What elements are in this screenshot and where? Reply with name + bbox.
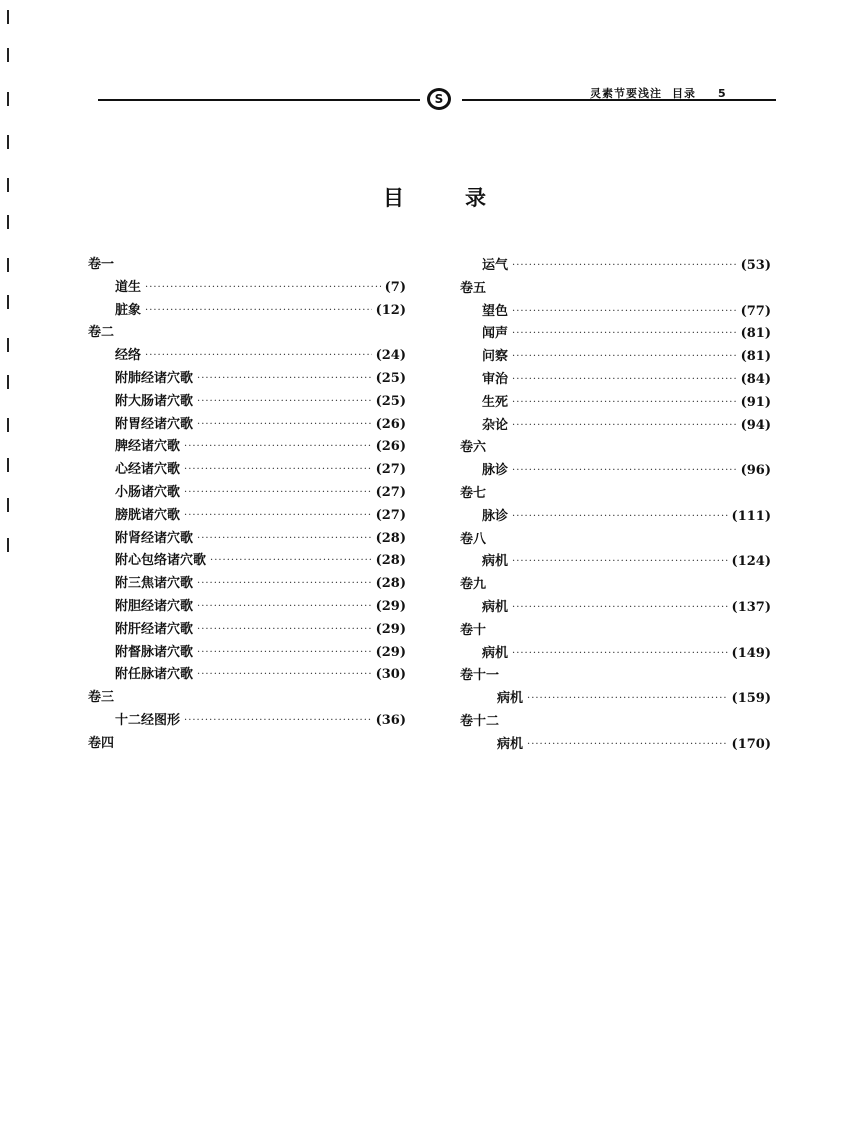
scan-mark bbox=[7, 538, 9, 552]
toc-entry-page: (81) bbox=[740, 349, 771, 365]
leader-dots bbox=[197, 528, 372, 551]
emblem-icon: S bbox=[427, 88, 451, 110]
toc-volume-heading: 卷六 bbox=[460, 440, 487, 456]
toc-entry-page: (7) bbox=[384, 279, 406, 295]
toc-entry-title: 病机 bbox=[482, 599, 509, 615]
leader-dots bbox=[145, 345, 372, 368]
leader-dots bbox=[512, 301, 737, 324]
toc-entry-page: (29) bbox=[375, 621, 406, 637]
toc-entry-page: (94) bbox=[740, 417, 771, 433]
toc-entry bbox=[460, 506, 771, 529]
toc-volume-heading: 卷三 bbox=[88, 690, 115, 706]
toc-entry bbox=[88, 642, 406, 665]
toc-entry bbox=[460, 369, 771, 392]
scan-mark bbox=[7, 178, 9, 192]
leader-dots bbox=[184, 482, 372, 505]
leader-dots bbox=[184, 505, 372, 528]
toc-entry bbox=[88, 664, 406, 687]
leader-dots bbox=[197, 642, 372, 665]
toc-entry-title: 心经诸穴歌 bbox=[115, 462, 181, 478]
toc-entry-title: 附督脉诸穴歌 bbox=[115, 644, 194, 660]
toc-entry bbox=[88, 345, 406, 368]
toc-entry-page: (36) bbox=[375, 712, 406, 728]
toc-entry-title: 膀胱诸穴歌 bbox=[115, 507, 181, 523]
scan-mark bbox=[7, 215, 9, 229]
leader-dots bbox=[210, 550, 372, 573]
toc-entry-title: 附胆经诸穴歌 bbox=[115, 598, 194, 614]
leader-dots bbox=[197, 573, 372, 596]
toc-entry-title: 附三焦诸穴歌 bbox=[115, 576, 194, 592]
leader-dots bbox=[512, 551, 728, 574]
toc-entry-title: 经络 bbox=[115, 348, 142, 364]
toc-entry-title: 生死 bbox=[482, 394, 509, 410]
toc-entry-title: 病机 bbox=[497, 691, 524, 707]
toc-entry-page: (12) bbox=[375, 302, 406, 318]
toc-entry-title: 附肾经诸穴歌 bbox=[115, 530, 194, 546]
toc-entry-page: (111) bbox=[731, 508, 771, 524]
leader-dots bbox=[512, 597, 728, 620]
scan-mark bbox=[7, 295, 9, 309]
leader-dots bbox=[512, 415, 737, 438]
toc-entry-title: 附任脉诸穴歌 bbox=[115, 667, 194, 683]
page-title-char: 目 bbox=[383, 186, 404, 210]
leader-dots bbox=[197, 664, 372, 687]
toc-volume-heading: 卷十 bbox=[460, 622, 487, 638]
scan-mark bbox=[7, 418, 9, 432]
toc-entry-title: 病机 bbox=[482, 645, 509, 661]
toc-entry-title: 闻声 bbox=[482, 326, 509, 342]
toc-entry bbox=[460, 597, 771, 620]
toc-entry bbox=[460, 643, 771, 666]
leader-dots bbox=[197, 414, 372, 437]
toc-volume-heading: 卷十一 bbox=[460, 668, 500, 684]
section-label: 目录 bbox=[672, 87, 696, 100]
scan-mark bbox=[7, 375, 9, 389]
toc-entry-page: (26) bbox=[375, 416, 406, 432]
leader-dots bbox=[184, 459, 372, 482]
toc-entry bbox=[88, 596, 406, 619]
toc-entry bbox=[460, 301, 771, 324]
leader-dots bbox=[512, 323, 737, 346]
toc-entry-title: 附肺经诸穴歌 bbox=[115, 370, 194, 386]
toc-entry-page: (27) bbox=[375, 484, 406, 500]
toc-entry bbox=[460, 255, 771, 278]
toc-entry bbox=[460, 460, 771, 483]
leader-dots bbox=[512, 255, 737, 278]
toc-entry-page: (84) bbox=[740, 371, 771, 387]
toc-entry-title: 十二经图形 bbox=[115, 712, 181, 728]
toc-entry bbox=[460, 323, 771, 346]
toc-entry-page: (29) bbox=[375, 644, 406, 660]
leader-dots bbox=[197, 368, 372, 391]
toc-entry-title: 脾经诸穴歌 bbox=[115, 439, 181, 455]
leader-dots bbox=[197, 391, 372, 414]
toc-entry bbox=[88, 436, 406, 459]
toc-entry bbox=[460, 688, 771, 711]
toc-entry bbox=[88, 277, 406, 300]
toc-entry-page: (91) bbox=[740, 394, 771, 410]
toc-entry-title: 病机 bbox=[497, 736, 524, 752]
toc-entry-page: (53) bbox=[740, 258, 771, 273]
toc-entry bbox=[88, 391, 406, 414]
toc-volume-heading: 卷九 bbox=[460, 577, 487, 593]
toc-entry-title: 审治 bbox=[482, 371, 509, 387]
toc-entry-page: (81) bbox=[740, 326, 771, 342]
toc-entry-page: (170) bbox=[731, 736, 771, 752]
scan-mark bbox=[7, 135, 9, 149]
toc-entry bbox=[88, 482, 406, 505]
toc-entry bbox=[88, 573, 406, 596]
toc-entry-page: (27) bbox=[375, 462, 406, 478]
toc-entry-page: (25) bbox=[375, 370, 406, 386]
toc-volume-heading: 卷二 bbox=[88, 325, 115, 341]
toc-entry-title: 脉诊 bbox=[482, 463, 509, 479]
leader-dots bbox=[145, 300, 372, 323]
toc-volume-heading: 卷五 bbox=[460, 280, 487, 296]
toc-entry-page: (25) bbox=[375, 393, 406, 409]
scan-mark bbox=[7, 92, 9, 106]
toc-entry bbox=[88, 368, 406, 391]
toc-entry-page: (24) bbox=[375, 348, 406, 364]
toc-entry bbox=[88, 710, 406, 733]
toc-entry-page: (28) bbox=[375, 553, 406, 569]
toc-entry bbox=[460, 346, 771, 369]
toc-entry bbox=[460, 415, 771, 438]
toc-entry-title: 脏象 bbox=[115, 302, 142, 318]
toc-entry-title: 病机 bbox=[482, 554, 509, 570]
toc-entry-title: 附心包络诸穴歌 bbox=[115, 553, 207, 569]
toc-entry-page: (149) bbox=[731, 645, 771, 661]
running-head bbox=[590, 85, 727, 101]
toc-entry-page: (26) bbox=[375, 439, 406, 455]
toc-entry-title: 小肠诸穴歌 bbox=[115, 484, 181, 500]
toc-volume-heading: 卷七 bbox=[460, 485, 487, 501]
scan-mark bbox=[7, 48, 9, 62]
toc-entry bbox=[460, 551, 771, 574]
book-title: 灵素节要浅注 bbox=[590, 87, 662, 100]
toc-entry-page: (137) bbox=[731, 599, 771, 615]
toc-volume-heading: 卷八 bbox=[460, 531, 487, 547]
toc-volume-heading: 卷四 bbox=[88, 735, 115, 751]
leader-dots bbox=[512, 460, 737, 483]
toc-entry-page: (77) bbox=[740, 303, 771, 319]
toc-entry bbox=[88, 550, 406, 573]
toc-entry bbox=[88, 619, 406, 642]
toc-entry-page: (27) bbox=[375, 507, 406, 523]
leader-dots bbox=[512, 369, 737, 392]
toc-entry bbox=[88, 300, 406, 323]
toc-entry-title: 运气 bbox=[482, 258, 509, 273]
toc-volume-heading: 卷一 bbox=[88, 257, 115, 272]
toc-entry-page: (30) bbox=[375, 667, 406, 683]
toc-entry-page: (28) bbox=[375, 530, 406, 546]
toc-entry-page: (124) bbox=[731, 554, 771, 570]
leader-dots bbox=[145, 277, 381, 300]
leader-dots bbox=[512, 643, 728, 666]
toc-entry bbox=[88, 459, 406, 482]
header-rule-left bbox=[98, 99, 420, 101]
leader-dots bbox=[512, 392, 737, 415]
scan-mark bbox=[7, 458, 9, 472]
toc-column-left bbox=[88, 254, 406, 756]
toc-entry bbox=[88, 528, 406, 551]
toc-entry-title: 杂论 bbox=[482, 417, 509, 433]
toc-entry-title: 望色 bbox=[482, 303, 509, 319]
toc-entry bbox=[460, 392, 771, 415]
leader-dots bbox=[197, 596, 372, 619]
toc-entry-page: (28) bbox=[375, 576, 406, 592]
toc-column-right bbox=[460, 255, 771, 757]
page-title-char: 录 bbox=[465, 186, 486, 210]
toc-entry-title: 附肝经诸穴歌 bbox=[115, 621, 194, 637]
leader-dots bbox=[527, 688, 728, 711]
scan-mark bbox=[7, 338, 9, 352]
toc-entry-page: (96) bbox=[740, 463, 771, 479]
leader-dots bbox=[512, 346, 737, 369]
toc-entry-title: 附大肠诸穴歌 bbox=[115, 393, 194, 409]
leader-dots bbox=[512, 506, 728, 529]
page-number: 5 bbox=[718, 87, 727, 100]
leader-dots bbox=[527, 734, 728, 757]
toc-entry-title: 附胃经诸穴歌 bbox=[115, 416, 194, 432]
toc-entry bbox=[88, 414, 406, 437]
scan-mark bbox=[7, 10, 9, 24]
toc-entry bbox=[460, 734, 771, 757]
toc-entry bbox=[88, 505, 406, 528]
leader-dots bbox=[184, 710, 372, 733]
toc-entry-title: 问察 bbox=[482, 349, 509, 365]
toc-entry-title: 道生 bbox=[115, 279, 142, 295]
scan-mark bbox=[7, 498, 9, 512]
scan-mark bbox=[7, 258, 9, 272]
toc-entry-title: 脉诊 bbox=[482, 508, 509, 524]
leader-dots bbox=[184, 436, 372, 459]
toc-entry-page: (29) bbox=[375, 598, 406, 614]
leader-dots bbox=[197, 619, 372, 642]
toc-entry-page: (159) bbox=[731, 691, 771, 707]
toc-volume-heading: 卷十二 bbox=[460, 713, 500, 729]
